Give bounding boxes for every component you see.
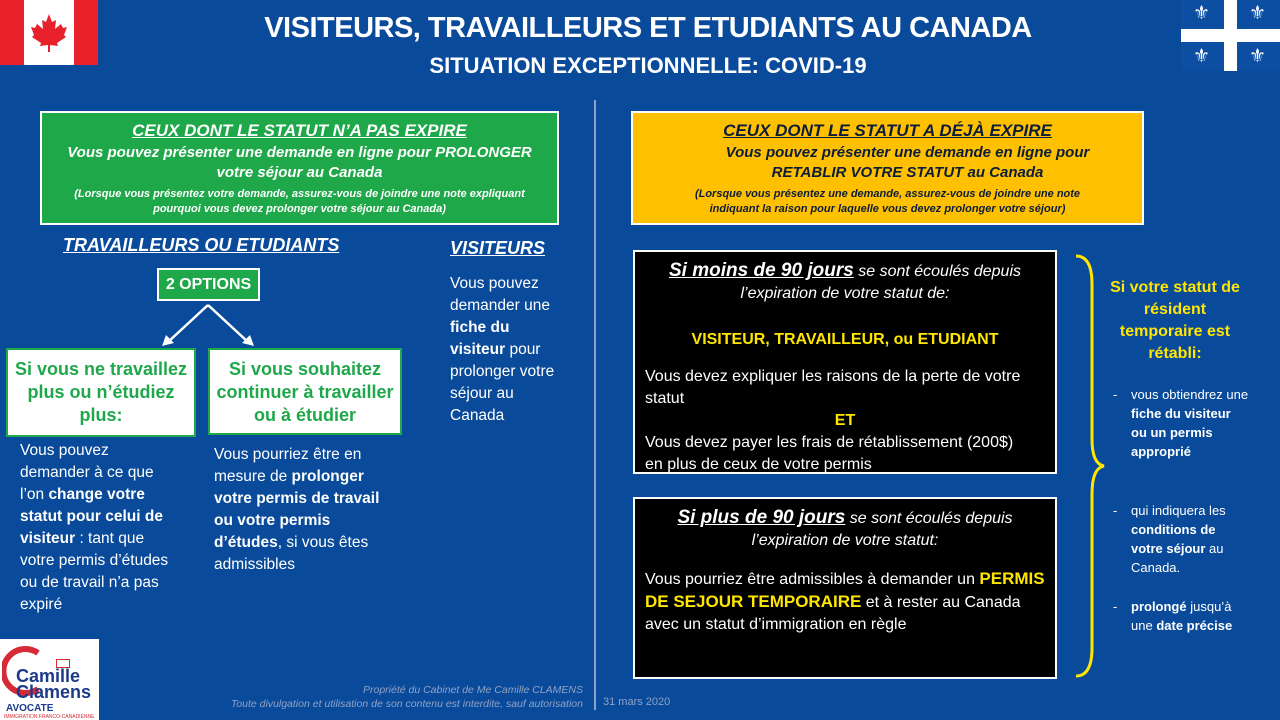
- side-item2-text-bold: conditions de votre séjour: [1131, 522, 1216, 556]
- status-expired-heading: CEUX DONT LE STATUT A DÉJÀ EXPIRE: [723, 121, 1052, 140]
- side-item2-text-b: au Canada.: [1131, 541, 1224, 575]
- footer-line1: Propriété du Cabinet de Me Camille CLAMENS: [362, 684, 583, 696]
- under-90-days-lead: [635, 260, 1055, 305]
- curly-brace-icon: [1072, 254, 1106, 678]
- option2-text-b: , si vous êtes admissibles: [214, 534, 369, 573]
- workers-students-heading: TRAVAILLEURS OU ETUDIANTS: [63, 235, 340, 255]
- logo-role: AVOCATE: [6, 703, 54, 714]
- visitors-text-b: pour prolonger votre séjour au Canada: [450, 341, 555, 424]
- branch-arrows-icon: [160, 302, 256, 348]
- option-stop-working-title: Si vous ne travaillez plus ou n’étudiez plus:: [14, 359, 188, 425]
- side-item3-text-bold: prolongé: [1131, 599, 1187, 614]
- side-item-1: - vous obtiendrez une fiche du visiteur ou un permis approprié: [1113, 387, 1249, 459]
- option1-text-a: Vous pouvez demander à ce que l’on: [20, 442, 154, 503]
- status-not-expired-box: [40, 111, 559, 225]
- logo-tagline: IMMIGRATION FRANCO-CANADIENNE: [4, 714, 95, 720]
- under-90-and: ET: [834, 412, 856, 429]
- over-90-lead-bold: Si plus de 90 jours: [677, 507, 846, 528]
- visitors-text: [450, 273, 562, 427]
- fleur-de-lis-icon: ⚜: [1193, 3, 1211, 24]
- option2-text-bold: prolonger votre permis de travail ou votre permis d’études: [214, 468, 380, 551]
- side-item1-text-a: vous obtiendrez une: [1131, 387, 1249, 402]
- logo: [0, 639, 99, 720]
- under-90-line1: Vous devez expliquer les raisons de la perte de votre statut: [645, 368, 1021, 407]
- under-90-statuses: VISITEUR, TRAVAILLEUR, ou ETUDIANT: [691, 331, 999, 348]
- over-90-days-box: [633, 497, 1057, 679]
- under-90-days-box: [633, 250, 1057, 474]
- status-expired-note: (Lorsque vous présentez une demande, assurez-vous de joindre une note indiquant la raison pour laquelle vous devez prolonger votre séjour): [694, 188, 1081, 215]
- under-90-line2: Vous devez payer les frais de rétablissement (200$) en plus de ceux de votre permis: [645, 434, 1014, 473]
- status-not-expired-heading: CEUX DONT LE STATUT N’A PAS EXPIRE: [132, 121, 467, 140]
- side-item3-text-bold2: date précise: [1156, 618, 1233, 633]
- status-expired-main: Vous pouvez présenter une demande en ligne pour RETABLIR VOTRE STATUT au Canada: [725, 144, 1090, 181]
- option-stop-working-text: [20, 440, 180, 616]
- under-90-lead-bold: Si moins de 90 jours: [669, 260, 854, 281]
- side-item1-text-bold: fiche du visiteur ou un permis approprié: [1131, 406, 1231, 459]
- page-subtitle: SITUATION EXCEPTIONNELLE: COVID-19: [429, 53, 867, 78]
- side-item-2: - qui indiquera les conditions de votre séjour au Canada.: [1113, 503, 1226, 575]
- fleur-de-lis-icon: ⚜: [1249, 46, 1267, 67]
- side-item3-text-a: jusqu’à une: [1131, 599, 1232, 633]
- footer-date: 31 mars 2020: [603, 696, 671, 708]
- status-not-expired-note: (Lorsque vous présentez votre demande, assurez-vous de joindre une note expliquant pourquoi vous devez prolonger votre séjour au Canada): [74, 188, 525, 215]
- option1-text-b: : tant que votre permis d’études ou de travail n’a pas expiré: [20, 530, 169, 613]
- over-90-text-bold: PERMIS DE SEJOUR TEMPORAIRE: [645, 569, 1045, 611]
- logo-name1: Camille: [16, 666, 81, 686]
- visitors-text-bold: fiche du visiteur: [450, 319, 510, 358]
- two-options-label: 2 OPTIONS: [157, 268, 260, 301]
- logo-name2: Clamens: [16, 682, 92, 702]
- vertical-divider: [594, 100, 596, 710]
- over-90-text-b: et à rester au Canada avec un statut d’immigration en règle: [645, 594, 1021, 633]
- status-not-expired-main: Vous pouvez présenter une demande en ligne pour PROLONGER votre séjour au Canada: [67, 144, 532, 181]
- side-item-3: - prolongé jusqu’à une date précise: [1113, 599, 1233, 633]
- reestablished-heading: Si votre statut de résident temporaire est rétabli:: [1110, 279, 1240, 362]
- visitors-heading: VISITEURS: [450, 238, 546, 258]
- status-expired-box: [631, 111, 1144, 225]
- option-continue-working-title: Si vous souhaitez continuer à travailler ou à étudier: [216, 359, 394, 425]
- over-90-lead-text: se sont écoulés depuis l’expiration de votre statut:: [751, 510, 1013, 549]
- side-item2-text-a: qui indiquera les: [1131, 503, 1226, 518]
- over-90-text-a: Vous pourriez être admissibles à demander un: [645, 571, 980, 588]
- visitors-text-a: Vous pouvez demander une: [450, 275, 550, 314]
- fleur-de-lis-icon: ⚜: [1249, 3, 1267, 24]
- page-title: VISITEURS, TRAVAILLEURS ET ETUDIANTS AU CANADA: [264, 12, 1032, 44]
- option-stop-working-box: [6, 348, 196, 437]
- option2-text-a: Vous pourriez être en mesure de: [214, 446, 362, 485]
- option-continue-working-box: [208, 348, 402, 435]
- option-continue-working-text: [214, 444, 384, 576]
- over-90-days-lead: [635, 507, 1055, 552]
- option1-text-bold: change votre statut pour celui de visiteur: [20, 486, 163, 547]
- over-90-text: [635, 568, 1055, 636]
- footer-line2: Toute divulgation et utilisation de son contenu est interdite, sauf autorisation: [230, 698, 583, 710]
- fleur-de-lis-icon: ⚜: [1193, 46, 1211, 67]
- under-90-lead-text: se sont écoulés depuis l’expiration de votre statut de:: [740, 263, 1021, 302]
- footer-copyright: [200, 683, 583, 711]
